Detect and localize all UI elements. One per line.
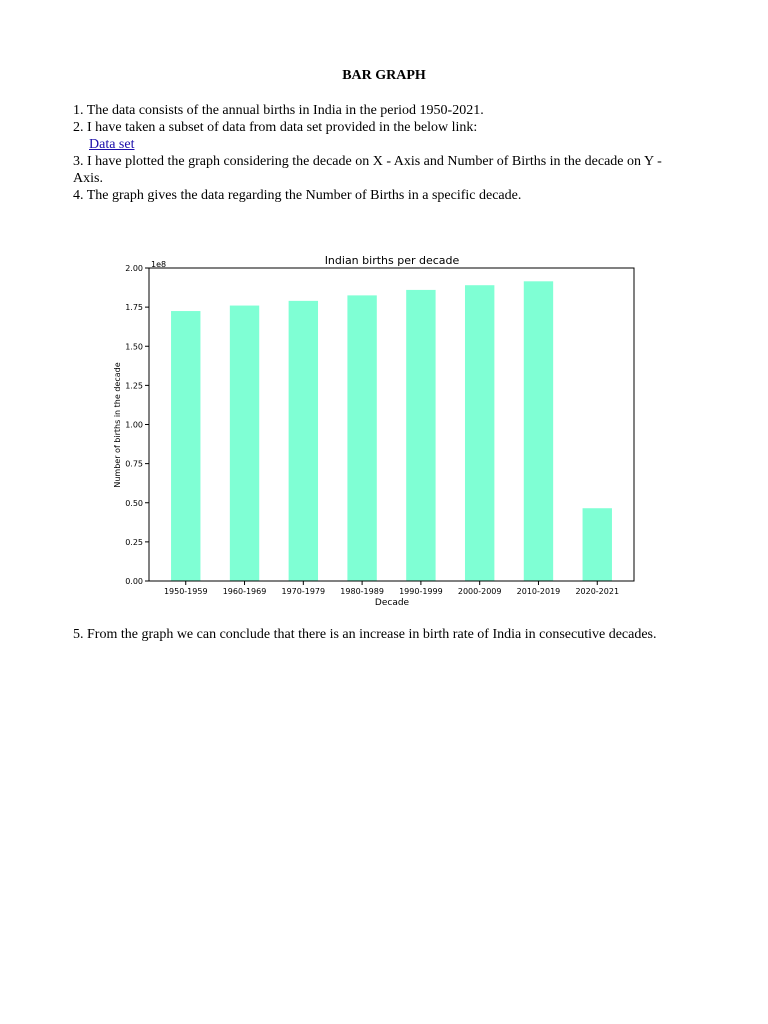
conclusion: 5. From the graph we can conclude that there is an increase in birth rate of India in consecutive decades. <box>73 627 657 642</box>
y-tick-label: 1.50 <box>125 342 143 352</box>
point-4: 4. The graph gives the data regarding the Number of Births in a specific decade. <box>73 188 522 203</box>
chart-title: Indian births per decade <box>324 254 460 267</box>
point-1: 1. The data consists of the annual births in India in the period 1950-2021. <box>73 103 484 118</box>
bars <box>171 281 612 581</box>
x-tick-label: 1970-1979 <box>281 587 326 596</box>
x-tick-label: 2000-2009 <box>457 587 502 596</box>
intro-list <box>73 102 693 204</box>
y-tick-label: 1.00 <box>125 420 143 430</box>
x-tick-label: 1950-1959 <box>163 587 208 596</box>
y-tick-label: 0.50 <box>125 498 143 508</box>
x-tick-label: 2020-2021 <box>575 587 620 596</box>
x-tick-label: 1960-1969 <box>222 587 267 596</box>
bar-2000-2009 <box>465 285 494 581</box>
x-tick-label: 1990-1999 <box>399 587 443 596</box>
y-axis-label: Number of births in the decade <box>113 362 122 488</box>
y-tick-label: 1.75 <box>125 303 143 313</box>
bar-1970-1979 <box>289 301 318 581</box>
y-tick-label: 0.00 <box>125 577 143 586</box>
point-2: 2. I have taken a subset of data from data set provided in the below link: <box>73 120 478 135</box>
y-axis <box>125 264 149 586</box>
x-tick-label: 1980-1989 <box>340 587 384 596</box>
x-axis <box>164 581 619 596</box>
page-title: BAR GRAPH <box>342 68 426 83</box>
data-set-link[interactable]: Data set <box>89 137 135 152</box>
bar-chart <box>105 250 650 615</box>
link-line <box>73 136 693 153</box>
point-3: 3. I have plotted the graph considering the decade on X - Axis and Number of Births in the decade on Y - Axis. <box>73 154 662 186</box>
y-tick-label: 0.75 <box>125 459 143 469</box>
y-tick-label: 1.25 <box>125 381 143 391</box>
y-scale-label: 1e8 <box>151 260 167 269</box>
bar-1960-1969 <box>230 306 259 581</box>
bar-1980-1989 <box>347 295 376 581</box>
plot-frame <box>149 268 634 581</box>
y-tick-label: 0.25 <box>125 537 143 547</box>
bar-1950-1959 <box>171 311 200 581</box>
bar-2010-2019 <box>524 281 553 581</box>
bar-2020-2021 <box>583 508 612 581</box>
x-axis-label: Decade <box>374 598 410 608</box>
bar-1990-1999 <box>406 290 435 581</box>
x-tick-label: 2010-2019 <box>516 587 561 596</box>
y-tick-label: 2.00 <box>125 264 143 273</box>
